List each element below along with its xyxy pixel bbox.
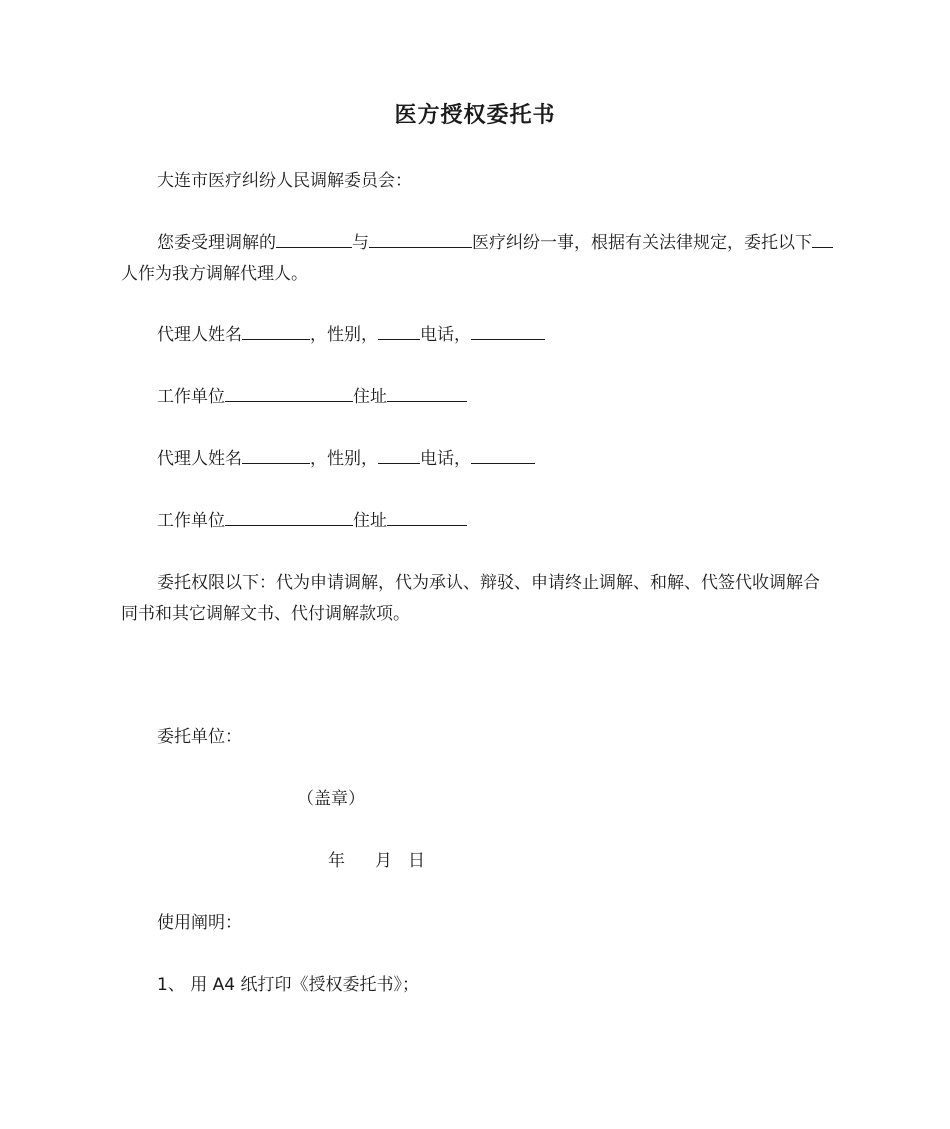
agent2-gender-blank bbox=[378, 445, 420, 464]
agent2-work-line bbox=[121, 506, 833, 537]
agent1-name-label: 代理人姓名 bbox=[157, 325, 242, 345]
agent1-work-label: 工作单位 bbox=[157, 387, 225, 407]
intro-text-2: 与 bbox=[352, 233, 369, 253]
agent2-work-blank bbox=[225, 507, 353, 526]
agent-count-blank bbox=[812, 229, 833, 248]
instruction-item: 1、 用 A4 纸打印《授权委托书》； bbox=[157, 975, 419, 995]
intro-text-4: 人作为我方调解代理人。 bbox=[121, 264, 308, 284]
agent2-info-line bbox=[121, 444, 833, 475]
document-title: 医方授权委托书 bbox=[394, 103, 556, 128]
date-line bbox=[328, 846, 950, 877]
date-day: 日 bbox=[408, 851, 425, 871]
intro-paragraph bbox=[121, 228, 833, 290]
date-month: 月 bbox=[375, 851, 392, 871]
agent1-address-blank bbox=[387, 383, 467, 402]
agent2-gender-label: ，性别， bbox=[310, 449, 378, 469]
agent1-work-line bbox=[121, 382, 833, 413]
authority-paragraph: 委托权限以下：代为申请调解，代为承认、辩驳、申请终止调解、和解、代签代收调解合同书和其它调解文书、代付调解款项。 bbox=[121, 573, 820, 624]
agent1-gender-blank bbox=[378, 321, 420, 340]
addressee: 大连市医疗纠纷人民调解委员会： bbox=[157, 171, 412, 191]
seal-label: （盖章） bbox=[297, 789, 365, 809]
agent2-name-label: 代理人姓名 bbox=[157, 449, 242, 469]
agent1-phone-blank bbox=[471, 321, 545, 340]
agent1-gender-label: ，性别， bbox=[310, 325, 378, 345]
intro-text-1: 您委受理调解的 bbox=[157, 233, 276, 253]
intro-text-3: 医疗纠纷一事，根据有关法律规定，委托以下 bbox=[472, 233, 812, 253]
agent2-phone-label: 电话， bbox=[420, 449, 471, 469]
agent1-work-blank bbox=[225, 383, 353, 402]
entrusting-unit-label: 委托单位： bbox=[157, 727, 242, 747]
agent2-address-blank bbox=[387, 507, 467, 526]
party-a-blank bbox=[276, 229, 352, 248]
party-b-blank bbox=[369, 229, 472, 248]
agent1-name-blank bbox=[242, 321, 310, 340]
date-year: 年 bbox=[328, 851, 345, 871]
agent2-address-label: 住址 bbox=[353, 511, 387, 531]
agent2-phone-blank bbox=[471, 445, 535, 464]
agent1-address-label: 住址 bbox=[353, 387, 387, 407]
agent1-phone-label: 电话， bbox=[420, 325, 471, 345]
instructions-title: 使用阐明： bbox=[157, 913, 242, 933]
agent1-info-line bbox=[121, 320, 833, 351]
agent2-name-blank bbox=[242, 445, 310, 464]
agent2-work-label: 工作单位 bbox=[157, 511, 225, 531]
